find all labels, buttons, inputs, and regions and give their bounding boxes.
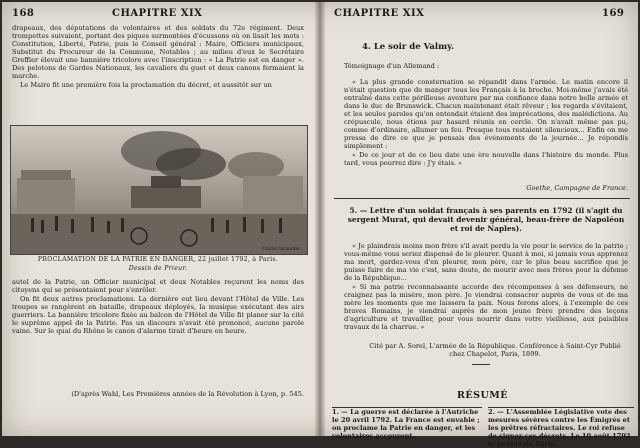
page-number-left: 168 — [12, 8, 35, 19]
paragraph: On fit deux autres proclamations. La dernière eut lieu devant l'Hôtel de Ville. Les troupes se rangèrent en bataille, drapeaux déployés, la musique exécutant des airs guerriers. La bannière tricolore fixée au balcon de l'Hôtel de Ville fit planer sur la cité le suprême appel de la Patrie. Pas un discours n'avait été prononcé, aucune parole vaine. Sur le quai du Rhône le canon d'alarme tirait d'heure en heure. — [12, 295, 304, 335]
section-5-body — [344, 242, 628, 332]
paragraph: drapeaux, des députations de volontaires et des soldats du 72e régiment. Deux trompettes suivaient, portant des piques surmontées d'écussons où on lisait les mots : Constitution, Liberté, Patrie, puis le Conseil général : Maire, Officiers municipaux, Substitut du Procureur de la Commune, Notables ; au milieu d'eux le Secrétaire Greffier élevait une bannière tricolore avec l'inscription : « La Patrie est en danger ». Des pelotons de Gardes Nationaux, les cavaliers du guet et deux canons fermaient la marche. — [12, 24, 304, 80]
source-citation: (D'après Wahl, Les Premières années de la Révolution à Lyon, p. 545. — [71, 390, 304, 398]
letter-paragraph: « Je plaindrais moins mon frère s'il avait perdu la vie pour le service de la patrie ; vous-même vous seriez dispensé de le pleurer. Quant à moi, si jamais vous apprenez ma mort, gardez-vous d'en pleurer, mon père, car le plus beau sacrifice que je puisse faire de ma vie c'est, sans doute, de mourir avec mes frères pour la défense de la République... — [344, 242, 628, 282]
engraving-drawing — [11, 126, 307, 254]
illustration-credit: Dessin de Prieur. — [128, 265, 188, 272]
page-number-right: 169 — [602, 8, 625, 19]
quote-paragraph: « La plus grande consternation se répandit dans l'armée. Le matin encore il n'était question que de manger tous les Français à la broche. Moi-même j'avais été entraîné dans cette périlleuse aventure par ma confiance dans notre belle armée et dans le duc de Brunswick. Chacun maintenant était rêveur ; les regards s'évitaient, et les seules paroles qu'on entendait étaient des imprécations, des malédictions. Au crépuscule, nous étions par hasard réunis en cercle. On n'avait même pas pu, comme d'ordinaire, allumer un feu. Presque tous restaient silencieux... Enfin on me pressa de dire ce que je pensais des événements de la journée... Je répondis simplement : — [344, 78, 628, 150]
section-divider — [334, 198, 630, 199]
section-4-title: 4. Le soir de Valmy. — [362, 42, 455, 52]
left-text-top — [12, 24, 304, 90]
paragraph: Le Maire fit une première fois la proclamation du décret, et aussitôt sur un — [20, 81, 272, 89]
section-5-title: 5. — Lettre d'un soldat français à ses parents en 1792 (il s'agit du sergent Murat, qui devait devenir général, beau-frère de Napoléon et roi de Naples). — [347, 206, 625, 233]
left-text-bottom — [12, 278, 304, 336]
section-4-intro: Témoignage d'un Allemand : — [344, 62, 440, 70]
illustration-signature: Cliché Giraudon. — [262, 247, 301, 252]
section-4-source: Goethe, Campagne de France. — [526, 184, 628, 192]
section-4-body — [344, 78, 628, 168]
left-page — [2, 2, 318, 436]
right-page — [322, 2, 638, 436]
letter-paragraph: « Si ma patrie reconnaissante accorde des récompenses à ses défenseurs, ne craignez pas la misère, mon père. Je viendrai consacrer auprès de vous et de ma mère les moments que me laissera la paix. Nous ferons alors, à l'exemple de ces braves Romains, je viendrai auprès de mon jeune frère prendre des leçons d'agriculture et travailler, pour vous nourrir dans votre vieillesse, aux paisibles travaux de la charrue. » — [344, 283, 628, 331]
paragraph: autel de la Patrie, un Officier municipal et deux Notables reçurent les noms des citoyens qui se présentaient pour s'enrôler. — [12, 278, 304, 294]
chapter-header-left: CHAPITRE XIX — [112, 8, 203, 19]
resume-title: RÉSUMÉ — [457, 390, 509, 401]
illustration-caption: PROCLAMATION DE LA PATRIE EN DANGER, 22 juillet 1792, à Paris. — [37, 256, 279, 263]
section-5-source: Cité par A. Sorel, L'armée de la République. Conférence à Saint-Cyr Publié chez Chapelot, Paris, 1899. — [369, 342, 621, 358]
chapter-header-right: CHAPITRE XIX — [334, 8, 425, 19]
engraving-illustration — [10, 125, 308, 255]
resume-item-2: 2. — L'Assemblée Législative vote des mesures sévères contre les Émigrés et les prêtres réfractaires. Le roi refuse de signer ces décrets. Le 10 août 1792 le peuple de Paris, — [488, 407, 634, 440]
resume-item-1: 1. — La guerre est déclarée à l'Autriche le 20 avril 1792. La France est envahie ; on proclame la Patrie en danger, et les volontaires accourent. — [332, 407, 482, 440]
book-spread — [2, 2, 638, 448]
quote-paragraph: « De ce jour et de ce lieu date une ère nouvelle dans l'histoire du monde. Plus tard, vous pourrez dire : J'y étais. » — [344, 151, 628, 167]
ornament-rule — [472, 364, 490, 365]
